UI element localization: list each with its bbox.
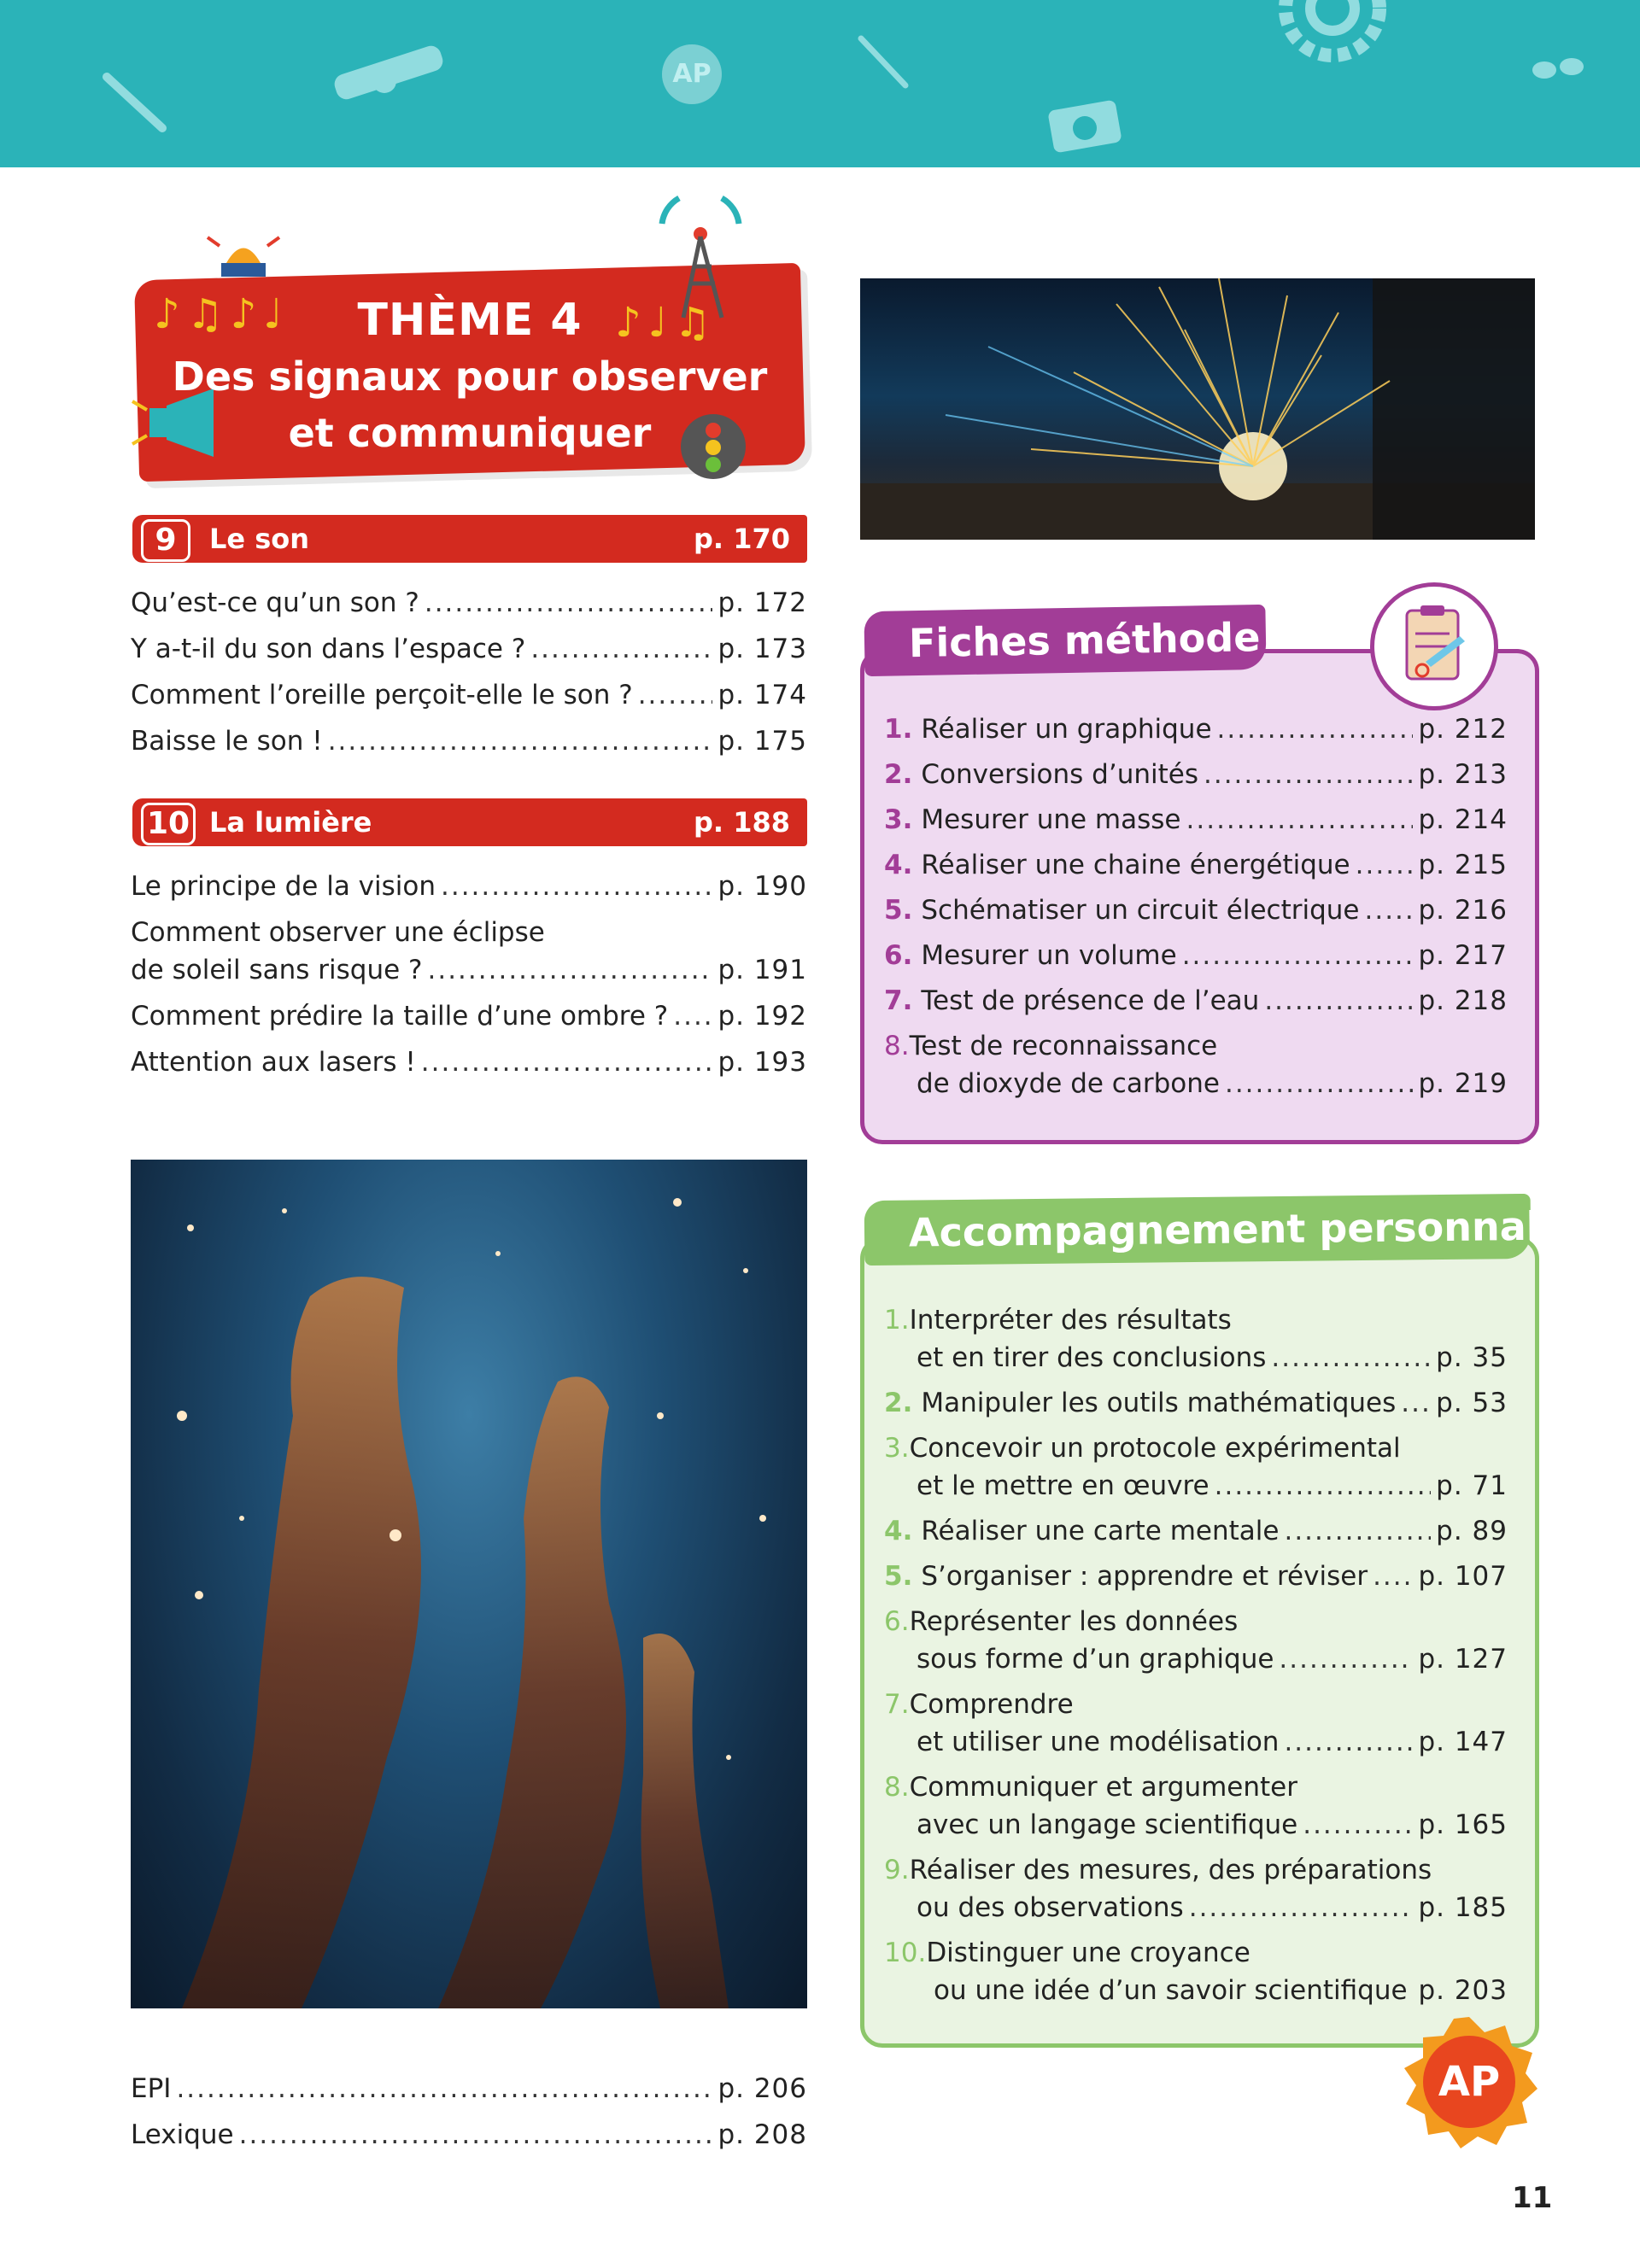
toc-entry[interactable]: Attention aux lasers ! ..... p. 193 bbox=[131, 1043, 807, 1081]
pillars-of-creation-illustration bbox=[131, 1160, 807, 2008]
music-notes-right-icon: ♪♩♫ bbox=[615, 299, 718, 347]
siren-icon bbox=[201, 229, 286, 280]
glasses-icon bbox=[1529, 51, 1589, 85]
methode-entry-multiline[interactable]: 8. Test de reconnaissance de dioxyde de carbone ..... p. 219 bbox=[884, 1027, 1508, 1102]
welding-photo bbox=[860, 278, 1535, 540]
accompagnement-list bbox=[884, 1301, 1508, 2009]
chapter-10-toc bbox=[131, 868, 807, 1081]
toc-entry[interactable]: Baisse le son ! ..... p. 175 bbox=[131, 722, 807, 760]
theme-title bbox=[137, 295, 803, 459]
toc-entry-lexique[interactable]: Lexique ..... p. 208 bbox=[131, 2116, 807, 2154]
ap-entry[interactable]: 3. Concevoir un protocole expérimental et le mettre en œuvre ..... p. 71 bbox=[884, 1429, 1508, 1505]
toc-entry-multiline[interactable]: Comment observer une éclipse de soleil sans risque ? ..... p. 191 bbox=[131, 914, 807, 989]
pencil-icon bbox=[102, 68, 171, 137]
page-number: 11 bbox=[1512, 2181, 1553, 2215]
theme-label: THÈME 4 bbox=[357, 295, 583, 346]
ap-entry[interactable]: 1. Interpréter des résultats et en tirer des conclusions ..... p. 35 bbox=[884, 1301, 1508, 1377]
toc-entry-epi[interactable]: EPI ..... p. 206 bbox=[131, 2070, 807, 2107]
ap-entry[interactable]: 2. Manipuler les outils mathématiques ..... p. 53 bbox=[884, 1384, 1508, 1422]
ap-entry[interactable]: 6. Représenter les données sous forme d’un graphique ..... p. 127 bbox=[884, 1603, 1508, 1678]
toc-entry[interactable]: Comment l’oreille perçoit-elle le son ? ..... p. 174 bbox=[131, 676, 807, 714]
music-notes-left-icon: ♪♫♪♩ bbox=[154, 290, 290, 338]
clipboard-icon bbox=[1374, 587, 1494, 706]
ap-entry[interactable]: 7. Comprendre et utiliser une modélisation ..... p. 147 bbox=[884, 1686, 1508, 1761]
methode-circle bbox=[1370, 582, 1498, 710]
methode-entry[interactable]: 4. Réaliser une chaine énergétique ..... p. 215 bbox=[884, 846, 1508, 884]
camera-icon bbox=[1046, 90, 1123, 154]
ap-badge-icon bbox=[1401, 2014, 1538, 2150]
ap-entry[interactable]: 4. Réaliser une carte mentale ..... p. 89 bbox=[884, 1512, 1508, 1550]
ap-banner-badge: AP bbox=[662, 44, 722, 104]
gear-icon bbox=[1273, 0, 1392, 68]
nebula-photo bbox=[131, 1160, 807, 2008]
extras-toc bbox=[131, 2070, 807, 2154]
theme-title-line2: et communiquer bbox=[288, 410, 652, 456]
chapter-9-header[interactable] bbox=[132, 515, 807, 563]
chapter-page: p. 170 bbox=[694, 523, 790, 555]
ap-entry[interactable]: 10. Distinguer une croyance ou une idée d’un savoir scientifique ..... p. 203 bbox=[884, 1934, 1508, 2009]
pen-icon bbox=[854, 34, 914, 94]
toc-entry[interactable]: Y a-t-il du son dans l’espace ? ..... p. 173 bbox=[131, 630, 807, 668]
ap-entry[interactable]: 8. Communiquer et argumenter avec un langage scientifique ..... p. 165 bbox=[884, 1768, 1508, 1844]
toc-entry[interactable]: Le principe de la vision ..... p. 190 bbox=[131, 868, 807, 905]
methode-entry[interactable]: 3. Mesurer une masse ..... p. 214 bbox=[884, 801, 1508, 839]
chapter-title: Le son bbox=[209, 523, 310, 555]
top-banner bbox=[0, 0, 1640, 167]
chapter-9-toc bbox=[131, 584, 807, 760]
toc-entry[interactable]: Comment prédire la taille d’une ombre ? ..... p. 192 bbox=[131, 997, 807, 1035]
welding-sparks-illustration bbox=[860, 278, 1535, 540]
ap-entry[interactable]: 9. Réaliser des mesures, des préparations ou des observations ..... p. 185 bbox=[884, 1851, 1508, 1926]
methode-entry[interactable]: 6. Mesurer un volume ..... p. 217 bbox=[884, 937, 1508, 974]
ap-entry[interactable]: 5. S’organiser : apprendre et réviser ..... p. 107 bbox=[884, 1558, 1508, 1595]
accompagnement-title: Accompagnement personnalisé bbox=[864, 1194, 1532, 1266]
chapter-number: 9 bbox=[141, 519, 190, 562]
methode-entry[interactable]: 5. Schématiser un circuit électrique ..... p. 216 bbox=[884, 891, 1508, 929]
methode-entry[interactable]: 7. Test de présence de l’eau ..... p. 218 bbox=[884, 982, 1508, 1020]
methode-entry[interactable]: 2. Conversions d’unités ..... p. 213 bbox=[884, 756, 1508, 793]
toc-entry[interactable]: Qu’est-ce qu’un son ? ..... p. 172 bbox=[131, 584, 807, 622]
diploma-icon bbox=[325, 34, 453, 111]
chapter-number: 10 bbox=[141, 803, 196, 845]
chapter-title: La lumière bbox=[209, 806, 372, 839]
fiches-methode-title: Fiches méthode bbox=[864, 605, 1266, 676]
methode-entry[interactable]: 1. Réaliser un graphique ..... p. 212 bbox=[884, 710, 1508, 748]
ap-badge-label: AP bbox=[1438, 2058, 1501, 2106]
chapter-10-header[interactable] bbox=[132, 798, 807, 846]
fiches-methode-list bbox=[884, 710, 1508, 1102]
chapter-page: p. 188 bbox=[694, 806, 790, 839]
theme-title-line1: Des signaux pour observer bbox=[172, 354, 768, 400]
